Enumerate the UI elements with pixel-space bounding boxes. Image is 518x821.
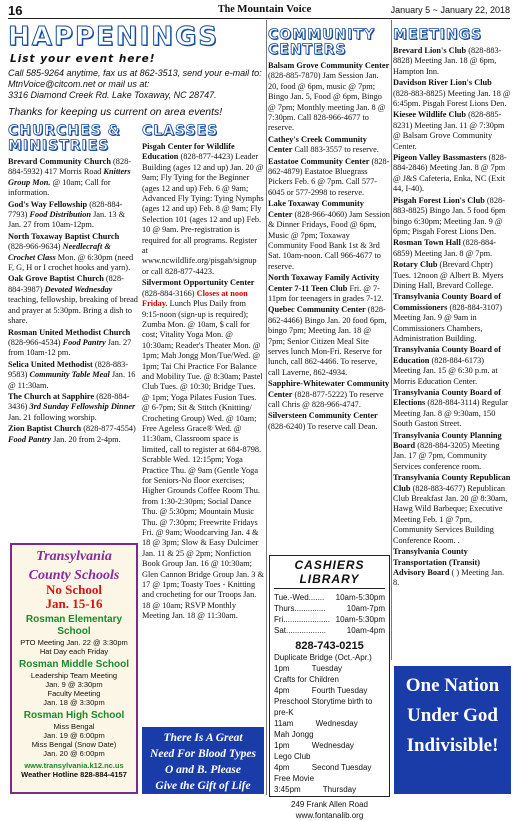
library-event-detail: 1pm Wednesday <box>274 741 354 750</box>
schools-ad <box>10 543 138 794</box>
entry-details: Jan. 27 from 10am-12 pm. <box>8 337 132 358</box>
entry-text: (828-885-7870) Jam Session Jan. 20, food @ 6pm, music @ 7pm; Bingo Jan. 5, Food @ 6pm, Bingo @ 7pm; Monthly meeting Jan. 8 @ 7:30pm. Call 828-966-4677 to reserve. <box>268 71 386 133</box>
masthead <box>218 3 311 15</box>
schools-title-1: Transylvania <box>36 549 112 564</box>
entry-text: Call 883-3557 to reserve. <box>292 145 379 155</box>
entry-phone: (828-884-3166) <box>142 288 197 298</box>
churches-title: CHURCHES & MINISTRIES <box>8 123 121 154</box>
happenings-subtitle: List your event here! <box>10 53 156 65</box>
list-item <box>393 473 511 546</box>
entry-details: Jan. 16 @ 11:30am. <box>8 370 136 390</box>
entry-text: (828-883-8825) Bingo Jan. 5 food 6pm bingo 6:30pm; Meeting Jan. 9 @ 6pm; Pisgah Forest Lions Den. <box>393 195 506 236</box>
org-name: The Church at Sapphire <box>8 391 95 401</box>
org-name: Transylvania County Republican Club <box>393 473 511 493</box>
org-name: Rosman Town Hall <box>393 238 461 248</box>
entry-text: (828-883-9583) <box>8 359 129 380</box>
school-event: Jan. 20 @ 6:00pm <box>43 749 105 758</box>
library-event: Lego Club <box>274 752 311 761</box>
event-name: Food Distribution <box>29 210 91 220</box>
list-item <box>268 411 390 432</box>
list-item <box>142 278 264 621</box>
hours-time: 10am-4pm <box>346 626 385 635</box>
list-item <box>268 305 390 378</box>
date-range: January 5 ~ January 22, 2018 <box>390 5 510 15</box>
org-name: North Toxaway Baptist Church <box>8 231 120 241</box>
school-event: Miss Bengal <box>53 722 95 731</box>
school-event: Jan. 9 @ 3:30pm <box>45 680 103 689</box>
no-school-dates: Jan. 15-16 <box>45 596 103 611</box>
org-name: Eastatoe Community Center <box>268 156 370 166</box>
meetings-title: MEETINGS <box>393 27 483 43</box>
entry-text: Lunch Plus Daily from 9:15-noon (sign-up is required); Zumba Mon. @ 10am, $ call for cost; Vitality Yoga Mon. @ 10:30am; Reader's Theater Mon. @ 1pm; Mah Jongg Mon/Tue/Wed. @ 1pm; Tai Chi Practice For Balance and Mobility Tue. @ 8:30am; Pastel Club Tues. @ 10:30; Bridge Tues. @ 1pm; Yoga Pilates Fusion Tues. @ 6-7pm; Sit & Stitch (Knitting/ Crocheting Group) Wed. @ 10am; Free Ageless Grace® Wed. @ 11:30am, Classroom space is limited, call to register at 684-8798. Scrabble Wed. 12:15pm; Yoga Practice Thu. @ 9am (Gentle Yoga for Seniors-No floor exercises; Higher Grounds Coffee Room Thu. from 1:30-2:30pm; Social Dance Thu. @ 5:30pm; Mountain Music Thu. @ 7:30pm; Freewrite Fridays Fri. @ 9am; Woodcarving Jan. 4 & 18 @ 3pm; Slow & Easy Dulcimer Jan. 11 & 25 @ 2pm; Nonfiction Book Group Jan. 16 @ 10:30am; Glen Cannon Bridge Group Jan. 3 & 17 @ 1pm; Toasty Toes - Knitting and crocheting for our Troops Jan. 18 @ 10am; RSVP Monthly Meeting Jan. 18 @ 11:30am. <box>142 299 264 621</box>
event-name: Community Table Meal <box>29 370 110 380</box>
community-title: COMMUNITY CENTERS <box>268 27 376 58</box>
entry-text: (828-884-2846) Meeting Jan. 8 @ 7pm @ J&S Cafeteria, Enka, NC (Exit 44, I-40). <box>393 153 507 194</box>
hours-day: Fri..................... <box>274 615 331 624</box>
entry-text: (828-884-6859) Meeting Jan. 8 @ 7pm. <box>393 238 497 258</box>
list-item <box>393 78 511 109</box>
happenings-thanks: Thanks for keeping us current on area events! <box>8 106 223 118</box>
org-name: Quebec Community Center <box>268 305 366 315</box>
list-item <box>268 379 390 410</box>
library-phone: 828-743-0215 <box>295 640 364 652</box>
entry-text: (828-966-4534) <box>8 337 63 347</box>
hours-row <box>274 603 385 614</box>
school-event: Hat Day each Friday <box>39 647 109 656</box>
classes-column <box>142 124 264 623</box>
school-event: PTO Meeting Jan. 22 @ 3:30pm <box>20 638 128 647</box>
entry-text: (828-884-3987) <box>8 274 124 294</box>
library-event-detail: 4pm Fourth Tuesday <box>274 686 368 695</box>
entry-details: Jan. 21 following worship. <box>8 412 97 422</box>
list-item <box>268 199 390 272</box>
library-event: Free Movie <box>274 774 315 783</box>
hours-time: 10am-5:30pm <box>335 615 385 624</box>
classes-title: CLASSES <box>142 123 219 139</box>
page-header <box>8 4 510 18</box>
org-name: Lake Toxaway Community Center <box>268 199 364 219</box>
hours-row <box>274 614 385 625</box>
column-divider <box>391 20 392 660</box>
list-item <box>142 142 264 277</box>
hours-row <box>274 592 385 603</box>
org-name: God's Way Fellowship <box>8 199 88 209</box>
org-name: Transylvania County Board of Commissioners <box>393 292 501 312</box>
entry-text: (828-862-4466) Bingo Jan. 20 food 6pm, bingo 7pm; Meeting Jan. 18 @ 7pm; Senior Citizen Meal Site serves lunch Mon-Fri. Reserve for lunch, call 862-4466. To reserve, call Laverne, 862-4934. <box>268 305 387 377</box>
nation-line: Under God <box>407 705 498 726</box>
schools-website[interactable]: www.transylvania.k12.nc.us <box>24 761 124 770</box>
entry-text: (828-884-3107) Meeting Jan. 9 @ 9am in Commissioners Chambers, Administration Building. <box>393 302 503 343</box>
list-item <box>393 260 511 291</box>
entry-text: (828-883-8825) Meeting Jan. 18 @ 6:45pm. Pisgah Forest Lions Den. <box>393 88 511 109</box>
nation-line: Indivisible! <box>406 735 499 756</box>
list-item <box>8 424 139 445</box>
org-name: Rosman United Methodist Church <box>8 327 131 337</box>
library-website[interactable]: www.fontanalib.org <box>295 811 364 820</box>
school-name: Rosman Middle School <box>18 659 129 670</box>
entry-text: (828-884-3436) <box>8 391 130 412</box>
list-item <box>268 135 390 156</box>
entry-text: (828-883-8828) Meeting Jan. 18 @ 6pm, Hampton Inn. <box>393 46 502 76</box>
entry-text: (828-883-4677) Republican Club Breakfast Jan. 20 @ 8:30am, Hawg Wild Barbeque; Executive Meeting Feb. 1 @ 7pm, Community Services Building Conference Room. . <box>393 483 508 545</box>
org-name: Davidson River Lion's Club <box>393 78 492 88</box>
list-item <box>393 196 511 238</box>
org-name: Rotary Club <box>393 260 438 270</box>
list-item <box>8 360 139 391</box>
blood-line: Need For Blood Types <box>150 748 256 760</box>
org-name: Transylvania County Board of Education <box>393 345 501 365</box>
entry-text: (828-884-6173) Meeting Jan. 15 @ 6:30 p.m. at Morris Education Center. <box>393 355 498 386</box>
entry-text: (828-862-4879) Eastatoe Bluegrass Pickers Feb. 6 @ 7pm. Call 577-6045 or 577-2998 to reserve. <box>268 156 390 197</box>
community-list <box>268 61 390 432</box>
list-item <box>8 157 139 199</box>
entry-text: (828-884-3114) Regular Meeting Jan. 8 @ 9:30am, 150 South Gaston Street. <box>393 398 508 429</box>
entry-details: Jan. 20 from 2-4pm. <box>51 434 121 444</box>
event-name: Food Pantry <box>62 337 106 347</box>
hours-day: Tue.-Wed....... <box>274 593 325 602</box>
column-divider <box>266 20 267 795</box>
school-event: Leadership Team Meeting <box>30 671 118 680</box>
library-event: Duplicate Bridge (Oct.-Apr.) <box>274 653 372 662</box>
school-name: Rosman High School <box>23 710 125 721</box>
list-item <box>268 61 390 134</box>
entry-text: (828-6240) To reserve call Dean. <box>268 421 378 431</box>
entry-details: Mon. @ 6:30pm (need F, G, H or I crochet hooks and yarn). <box>8 252 134 273</box>
nation-line: One Nation <box>405 675 500 696</box>
community-column <box>268 28 390 433</box>
entry-details: @ 10am; Call for information. <box>8 177 111 198</box>
event-name: 3rd Sunday Fellowship Dinner <box>29 402 136 412</box>
entry-text: (828-966-4060) Jam Session & Dinner Fridays, Food @ 6pm, Music @ 7pm; Toxaway Community Food Bank 1st & 3rd Sat. 10am-noon. Call 966-4677 to reserve. <box>268 209 390 271</box>
entry-text: ( ) Meeting Jan. 8. <box>393 567 505 588</box>
org-name: Transylvania County Planning Board <box>393 430 502 451</box>
org-name: Brevard Community Church <box>8 157 111 166</box>
entry-details: teaching, fellowship, breaking of bread and prayer at 5:30pm. Bring a dish to share. <box>8 295 138 326</box>
closed-notice: Closes at noon Friday. <box>142 288 248 309</box>
org-name: Transylvania County Transportation (Transit) Advisory Board <box>393 547 481 577</box>
blood-drive-ad <box>142 727 264 794</box>
list-item <box>393 345 511 387</box>
list-item <box>393 547 511 589</box>
list-item <box>8 274 139 326</box>
library-event-detail: 4pm Second Tuesday <box>274 763 372 772</box>
meetings-list <box>393 46 511 589</box>
org-name: Zion Baptist Church <box>8 424 82 434</box>
list-item <box>8 200 139 231</box>
library-event: Crafts for Children <box>274 675 339 684</box>
list-item <box>268 273 390 304</box>
intro-address: 3316 Diamond Creek Rd. Lake Toxaway, NC 28747. <box>8 90 217 100</box>
org-name: Transylvania County Board of Elections <box>393 388 501 408</box>
schools-title-2: County Schools <box>28 568 120 583</box>
library-event-detail: 1pm Tuesday <box>274 664 343 673</box>
library-event-detail: 3:45pm Thursday <box>274 785 357 794</box>
list-item <box>393 292 511 344</box>
event-name: Devoted Wednesday <box>44 284 113 294</box>
hours-time: 10am-5:30pm <box>335 593 385 602</box>
library-address: 249 Frank Allen Road <box>291 800 368 809</box>
one-nation-ad <box>394 666 511 794</box>
no-school: No School <box>46 582 102 597</box>
list-item <box>8 328 139 359</box>
org-name: Brevard Lion's Club <box>393 46 467 55</box>
list-item <box>393 46 511 77</box>
org-name: Pigeon Valley Bassmasters <box>393 153 487 163</box>
hours-day: Sat.................. <box>274 626 327 635</box>
entry-text: (828-885-8231) Meeting Jan. 11 @ 7:30pm @ Balsam Grove Community Center. <box>393 110 505 151</box>
org-name: Oak Grove Baptist Church <box>8 274 104 284</box>
hours-list <box>274 592 385 636</box>
list-item <box>393 238 511 259</box>
masthead-the: The <box>218 4 235 15</box>
entry-text: (Brevard Chptr) Tues. 12noon @ Albert B. Myers Dining Hall, Brevard College. <box>393 260 504 290</box>
org-name: Sapphire-Whitewater Community Center <box>268 379 390 399</box>
org-name: Cathey's Creek Community Center <box>268 134 367 155</box>
list-item <box>268 157 390 199</box>
org-name: Kiesee Wildlife Club <box>393 110 466 120</box>
org-name: Silversteen Community Center <box>268 411 378 421</box>
entry-text: Fri. @ 7-11pm for teenagers in grades 7-12. <box>268 283 384 303</box>
entry-text: (828-877-4554) <box>81 424 136 434</box>
blood-line: O and B. Please <box>164 764 242 776</box>
entry-text: (828-884-3205) Meeting Jan. 17 @ 7pm, Community Services conference room. <box>393 441 500 471</box>
blood-line: There Is A Great <box>163 732 243 744</box>
intro-text: Call 585-9264 anytime, fax us at 862-3513, send your e-mail to: MtnVoice@citcom.net or mail us at: <box>8 68 262 89</box>
meetings-column <box>393 28 511 590</box>
school-name: Rosman Elementary School <box>25 614 123 637</box>
masthead-name: Mountain Voice <box>237 3 312 15</box>
list-item <box>393 388 511 430</box>
entry-text: (828-966-9634) <box>8 242 63 252</box>
list-item <box>8 232 139 274</box>
list-item <box>8 392 139 423</box>
entry-text: (828-884-5932) 417 Morris Road <box>8 157 131 177</box>
entry-text: (828-884-7793) <box>8 199 123 220</box>
blood-line: Give the Gift of Life <box>155 780 251 792</box>
event-name: Food Pantry <box>8 434 52 444</box>
cashiers-library-ad <box>269 555 390 820</box>
churches-column <box>8 124 139 446</box>
entry-details: Jan. 13 & Jan. 27 from 10am-12pm. <box>8 210 126 230</box>
hours-day: Thurs.............. <box>274 604 326 613</box>
event-name: Knitters Group Mon. <box>8 167 131 187</box>
list-item <box>393 110 511 152</box>
org-name: Pisgah Center for Wildlife Education <box>142 142 235 162</box>
school-event: Jan. 19 @ 6:00pm <box>43 731 105 740</box>
weather-hotline: Weather Hotline 828-884-4157 <box>21 770 127 779</box>
page-number: 16 <box>8 3 23 18</box>
library-event: Mah Jongg <box>274 730 314 739</box>
org-name: North Toxaway Family Activity Center 7-11 Teen Club <box>268 273 380 293</box>
org-name: Balsam Grove Community Center <box>268 61 390 70</box>
list-item <box>393 431 511 473</box>
event-name: Needlecraft & Crochet Class <box>8 242 111 262</box>
org-name: Selica United Methodist <box>8 359 93 369</box>
happenings-intro <box>8 68 264 101</box>
school-event: Jan. 18 @ 3:30pm <box>43 698 105 707</box>
entry-text: (828-877-4423) Leader Building (ages 12 and up) Jan. 20 @ 9am; Fly Tying for the Beginner (ages 12 and up) Feb. 6 @ 9am; Advanced Fly Tying: Tying Nymphs (ages 12 and up) Feb. 8 @ 9am; Fly Selection 101 (ages 12 and up) Feb. 10 @ 9am. Pre-registration is required for all programs. Register at www.ncwildlife.org/pisgah/signup or call 828-877-4423. <box>142 152 264 276</box>
school-event: Miss Bengal (Snow Date) <box>31 740 117 749</box>
library-event: Preschool Storytime birth to pre-K <box>274 697 373 717</box>
school-event: Faculty Meeting <box>47 689 101 698</box>
library-title: CASHIERS LIBRARY <box>274 558 385 589</box>
hours-time: 10am-7pm <box>346 604 385 613</box>
churches-list <box>8 157 139 445</box>
org-name: Pisgah Forest Lion's Club <box>393 195 485 205</box>
header-rule <box>8 18 510 19</box>
org-name: Silvermont Opportunity Center <box>142 278 255 288</box>
entry-text: (828-877-5222) To reserve call Chris @ 828-966-4747. <box>268 389 384 409</box>
library-event-detail: 11am Wednesday <box>274 719 358 728</box>
hours-row <box>274 625 385 636</box>
list-item <box>393 153 511 195</box>
happenings-title: HAPPENINGS <box>8 22 220 52</box>
